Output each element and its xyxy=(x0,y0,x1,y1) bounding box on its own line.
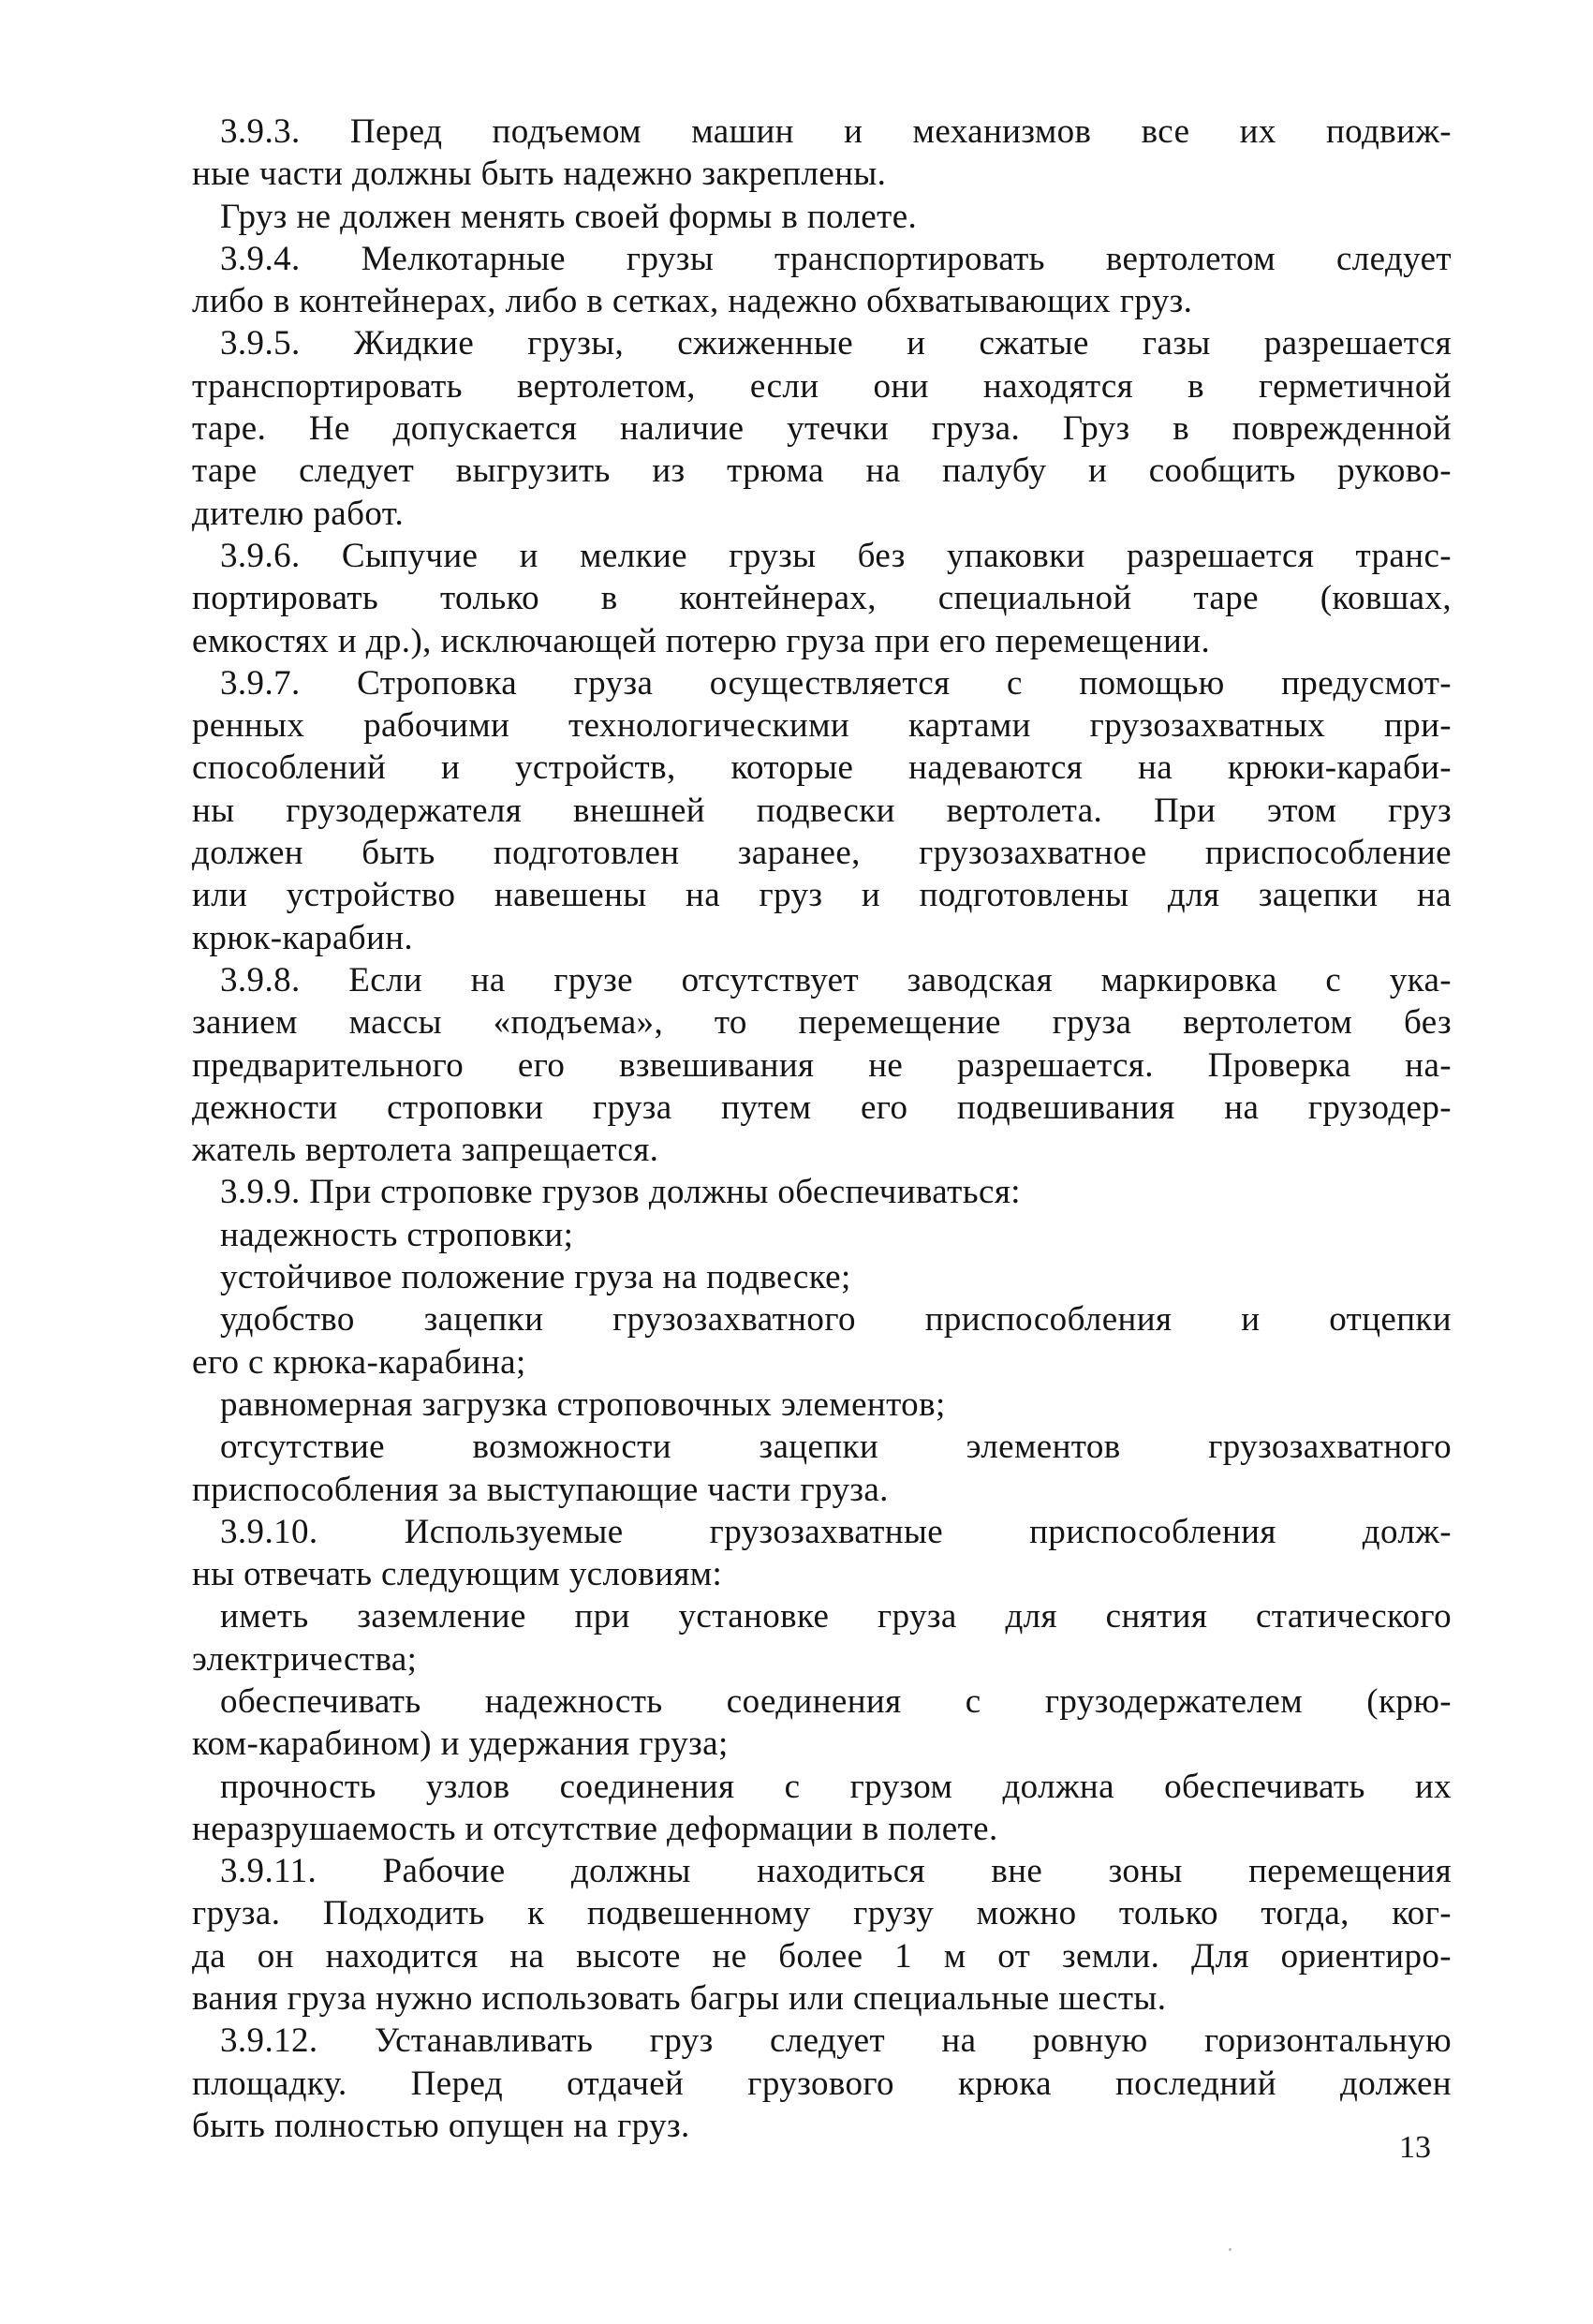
text-line: надежность строповки; xyxy=(220,1215,574,1254)
text-line: 3.9.11. Рабочие должны находиться вне зоны перемещения xyxy=(220,1852,1452,1891)
text-line: дителю работ. xyxy=(192,494,405,533)
text-line: груза. Подходить к подвешенному грузу можно только тогда, ког- xyxy=(192,1894,1452,1933)
page-number: 13 xyxy=(1399,2130,1431,2165)
text-line: либо в контейнерах, либо в сетках, надежно обхватывающих груз. xyxy=(192,282,1193,321)
text-line: или устройство навешены на груз и подготовлены для зацепки на xyxy=(192,876,1452,915)
text-line: емкостях и др.), исключающей потерю груза при его перемещении. xyxy=(192,621,1211,660)
text-line: портировать только в контейнерах, специальной таре (ковшах, xyxy=(192,579,1452,618)
text-line: 3.9.5. Жидкие грузы, сжиженные и сжатые газы разрешается xyxy=(220,324,1452,363)
text-line: ны отвечать следующим условиям: xyxy=(192,1555,723,1594)
text-line: 3.9.9. При строповке грузов должны обеспечиваться: xyxy=(220,1173,1021,1212)
text-line: 3.9.6. Сыпучие и мелкие грузы без упаковки разрешается транс- xyxy=(220,536,1452,575)
text-line: ком-карабином) и удержания груза; xyxy=(192,1724,729,1764)
text-line: 3.9.8. Если на грузе отсутствует заводская маркировка с ука- xyxy=(220,960,1452,999)
text-line: да он находится на высоте не более 1 м от земли. Для ориентиро- xyxy=(192,1936,1452,1976)
text-line: 3.9.4. Мелкотарные грузы транспортировать вертолетом следует xyxy=(220,239,1452,278)
text-line: крюк-карабин. xyxy=(192,918,414,957)
text-line: равномерная загрузка строповочных элементов; xyxy=(220,1384,946,1424)
text-line: ренных рабочими технологическими картами грузозахватных при- xyxy=(192,706,1452,746)
text-line: транспортировать вертолетом, если они находятся в герметичной xyxy=(192,366,1452,406)
text-line: его с крюка-карабина; xyxy=(192,1342,526,1382)
text-line: удобство зацепки грузозахватного приспособления и отцепки xyxy=(220,1300,1452,1340)
text-line: таре. Не допускается наличие утечки груза. Груз в поврежденной xyxy=(192,409,1452,449)
text-line: способлений и устройств, которые надеваются на крюки-караби- xyxy=(192,748,1452,788)
text-line: таре следует выгрузить из трюма на палубу и сообщить руково- xyxy=(192,451,1452,491)
text-line: дежности строповки груза путем его подвешивания на грузодер- xyxy=(192,1088,1452,1127)
scan-speck xyxy=(1229,2248,1232,2251)
text-line: 3.9.7. Строповка груза осуществляется с помощью предусмот- xyxy=(220,663,1452,703)
text-line: занием массы «подъема», то перемещение груза вертолетом без xyxy=(192,1003,1452,1043)
text-line: обеспечивать надежность соединения с грузодержателем (крю- xyxy=(220,1681,1452,1721)
text-line: приспособления за выступающие части груза. xyxy=(192,1470,889,1509)
text-line: иметь заземление при установке груза для снятия статического xyxy=(220,1597,1452,1636)
text-line: 3.9.3. Перед подъемом машин и механизмов все их подвиж- xyxy=(220,112,1452,151)
text-line: площадку. Перед отдачей грузового крюка последний должен xyxy=(192,2064,1452,2103)
text-line: неразрушаемость и отсутствие деформации в полете. xyxy=(192,1809,998,1848)
text-line: должен быть подготовлен заранее, грузозахватное приспособление xyxy=(192,834,1452,873)
text-line: 3.9.12. Устанавливать груз следует на ровную горизонтальную xyxy=(220,2021,1452,2061)
text-line: вания груза нужно использовать багры или специальные шесты. xyxy=(192,1979,1167,2019)
text-line: отсутствие возможности зацепки элементов грузозахватного xyxy=(220,1428,1452,1467)
text-line: ные части должны быть надежно закреплены. xyxy=(192,155,887,194)
page-body xyxy=(192,111,1452,2147)
text-line: Груз не должен менять своей формы в полете. xyxy=(220,197,918,236)
text-line: устойчивое положение груза на подвеске; xyxy=(220,1258,851,1297)
text-line: предварительного его взвешивания не разрешается. Проверка на- xyxy=(192,1045,1452,1085)
text-line: ны грузодержателя внешней подвески вертолета. При этом груз xyxy=(192,791,1452,830)
text-line: быть полностью опущен на груз. xyxy=(192,2106,690,2145)
text-line: жатель вертолета запрещается. xyxy=(192,1131,659,1170)
text-line: прочность узлов соединения с грузом должна обеспечивать их xyxy=(220,1767,1452,1806)
text-line: 3.9.10. Используемые грузозахватные приспособления долж- xyxy=(220,1512,1452,1551)
text-line: электричества; xyxy=(192,1639,418,1679)
